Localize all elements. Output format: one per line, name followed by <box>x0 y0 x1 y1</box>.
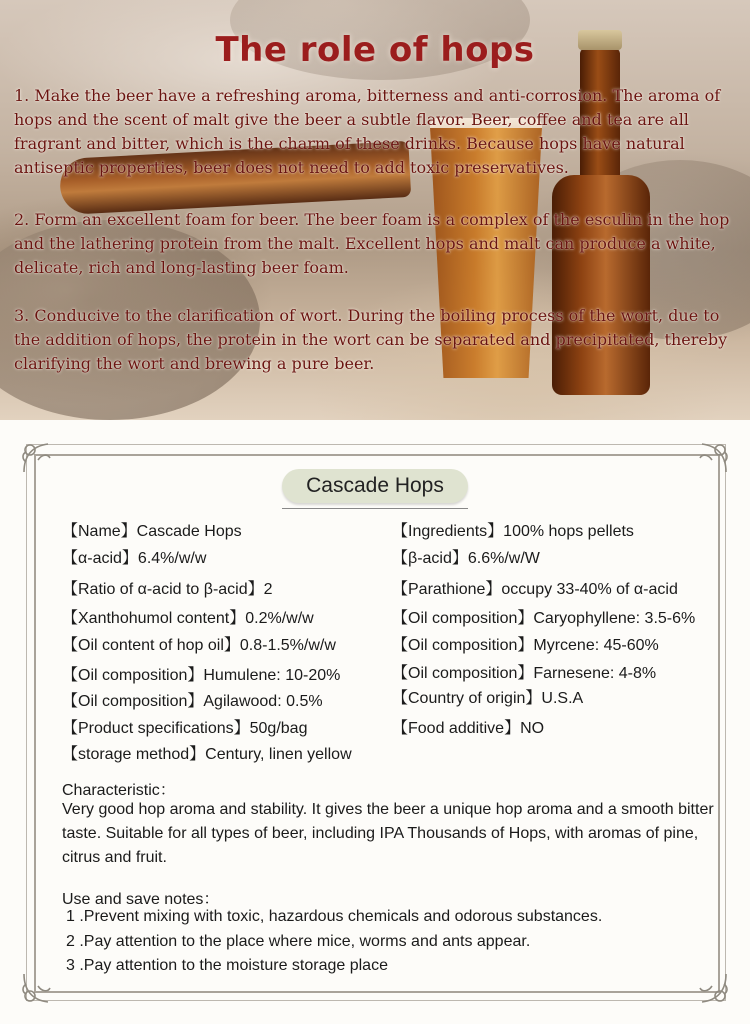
hero-paragraph-1: 1. Make the beer have a refreshing aroma, bitterness and anti-corrosion. The aroma of hops and the scent of malt give the beer a subtle flavor. Beer, coffee and tea are all fragrant and bitter, which is the charm of these drinks. Because hops have natural antiseptic properties, beer does not need to add toxic preservatives. <box>14 86 721 177</box>
product-title: Cascade Hops <box>282 469 468 503</box>
hero-title: The role of hops <box>215 30 535 70</box>
spec-food-additive: 【Food additive】NO <box>392 720 545 737</box>
hero-paragraph-3: 3. Conducive to the clarification of wort. During the boiling process of the wort, due to the addition of hops, the protein in the wort can be separated and precipitated, thereby clarifying the wort and brewing a pure beer. <box>14 306 728 373</box>
spec-myrcene: 【Oil composition】Myrcene: 45-60% <box>392 637 659 654</box>
spec-humulene: 【Oil composition】Humulene: 10-20% <box>62 667 341 684</box>
hero-banner <box>0 0 750 420</box>
note-item-3: 3 .Pay attention to the moisture storage place <box>66 957 388 974</box>
spec-agilawood: 【Oil composition】Agilawood: 0.5% <box>62 693 323 710</box>
spec-ingredients: 【Ingredients】100% hops pellets <box>392 523 634 540</box>
floral-corner-bottom-left-icon <box>18 968 60 1010</box>
spec-beta-acid: 【β-acid】6.6%/w/W <box>392 550 540 567</box>
note-item-2: 2 .Pay attention to the place where mice, worms and ants appear. <box>66 933 531 950</box>
spec-farnesene: 【Oil composition】Farnesene: 4-8% <box>392 665 657 682</box>
hero-paragraph-2: 2. Form an excellent foam for beer. The beer foam is a complex of the esculin in the hop and the lathering protein from the malt. Excellent hops and malt can produce a white, delicate, rich and long-lasting beer foam. <box>14 210 730 277</box>
spec-name: 【Name】Cascade Hops <box>62 523 242 540</box>
floral-corner-bottom-right-icon <box>690 968 732 1010</box>
title-underline <box>282 508 468 509</box>
floral-corner-top-left-icon <box>18 436 60 478</box>
spec-product-spec: 【Product specifications】50g/bag <box>62 720 308 737</box>
spec-caryophyllene: 【Oil composition】Caryophyllene: 3.5-6% <box>392 610 696 627</box>
spec-storage: 【storage method】Century, linen yellow <box>62 746 352 763</box>
characteristic-text: Very good hop aroma and stability. It gives the beer a unique hop aroma and a smooth bitter taste. Suitable for all types of beer, including IPA Thousands of Hops, with aromas of pine, citrus and fruit. <box>62 801 714 866</box>
notes-heading: Use and save notes： <box>62 891 220 908</box>
spec-parathione: 【Parathione】occupy 33-40% of α-acid <box>392 581 678 598</box>
spec-acid-ratio: 【Ratio of α-acid to β-acid】2 <box>62 581 273 598</box>
spec-xanthohumol: 【Xanthohumol content】0.2%/w/w <box>62 610 314 627</box>
spec-oil-content: 【Oil content of hop oil】0.8-1.5%/w/w <box>62 637 336 654</box>
note-item-1: 1 .Prevent mixing with toxic, hazardous chemicals and odorous substances. <box>66 908 603 925</box>
spec-country: 【Country of origin】U.S.A <box>392 690 584 707</box>
characteristic-heading: Characteristic： <box>62 782 176 799</box>
floral-corner-top-right-icon <box>690 436 732 478</box>
spec-alpha-acid: 【α-acid】6.4%/w/w <box>62 550 207 567</box>
